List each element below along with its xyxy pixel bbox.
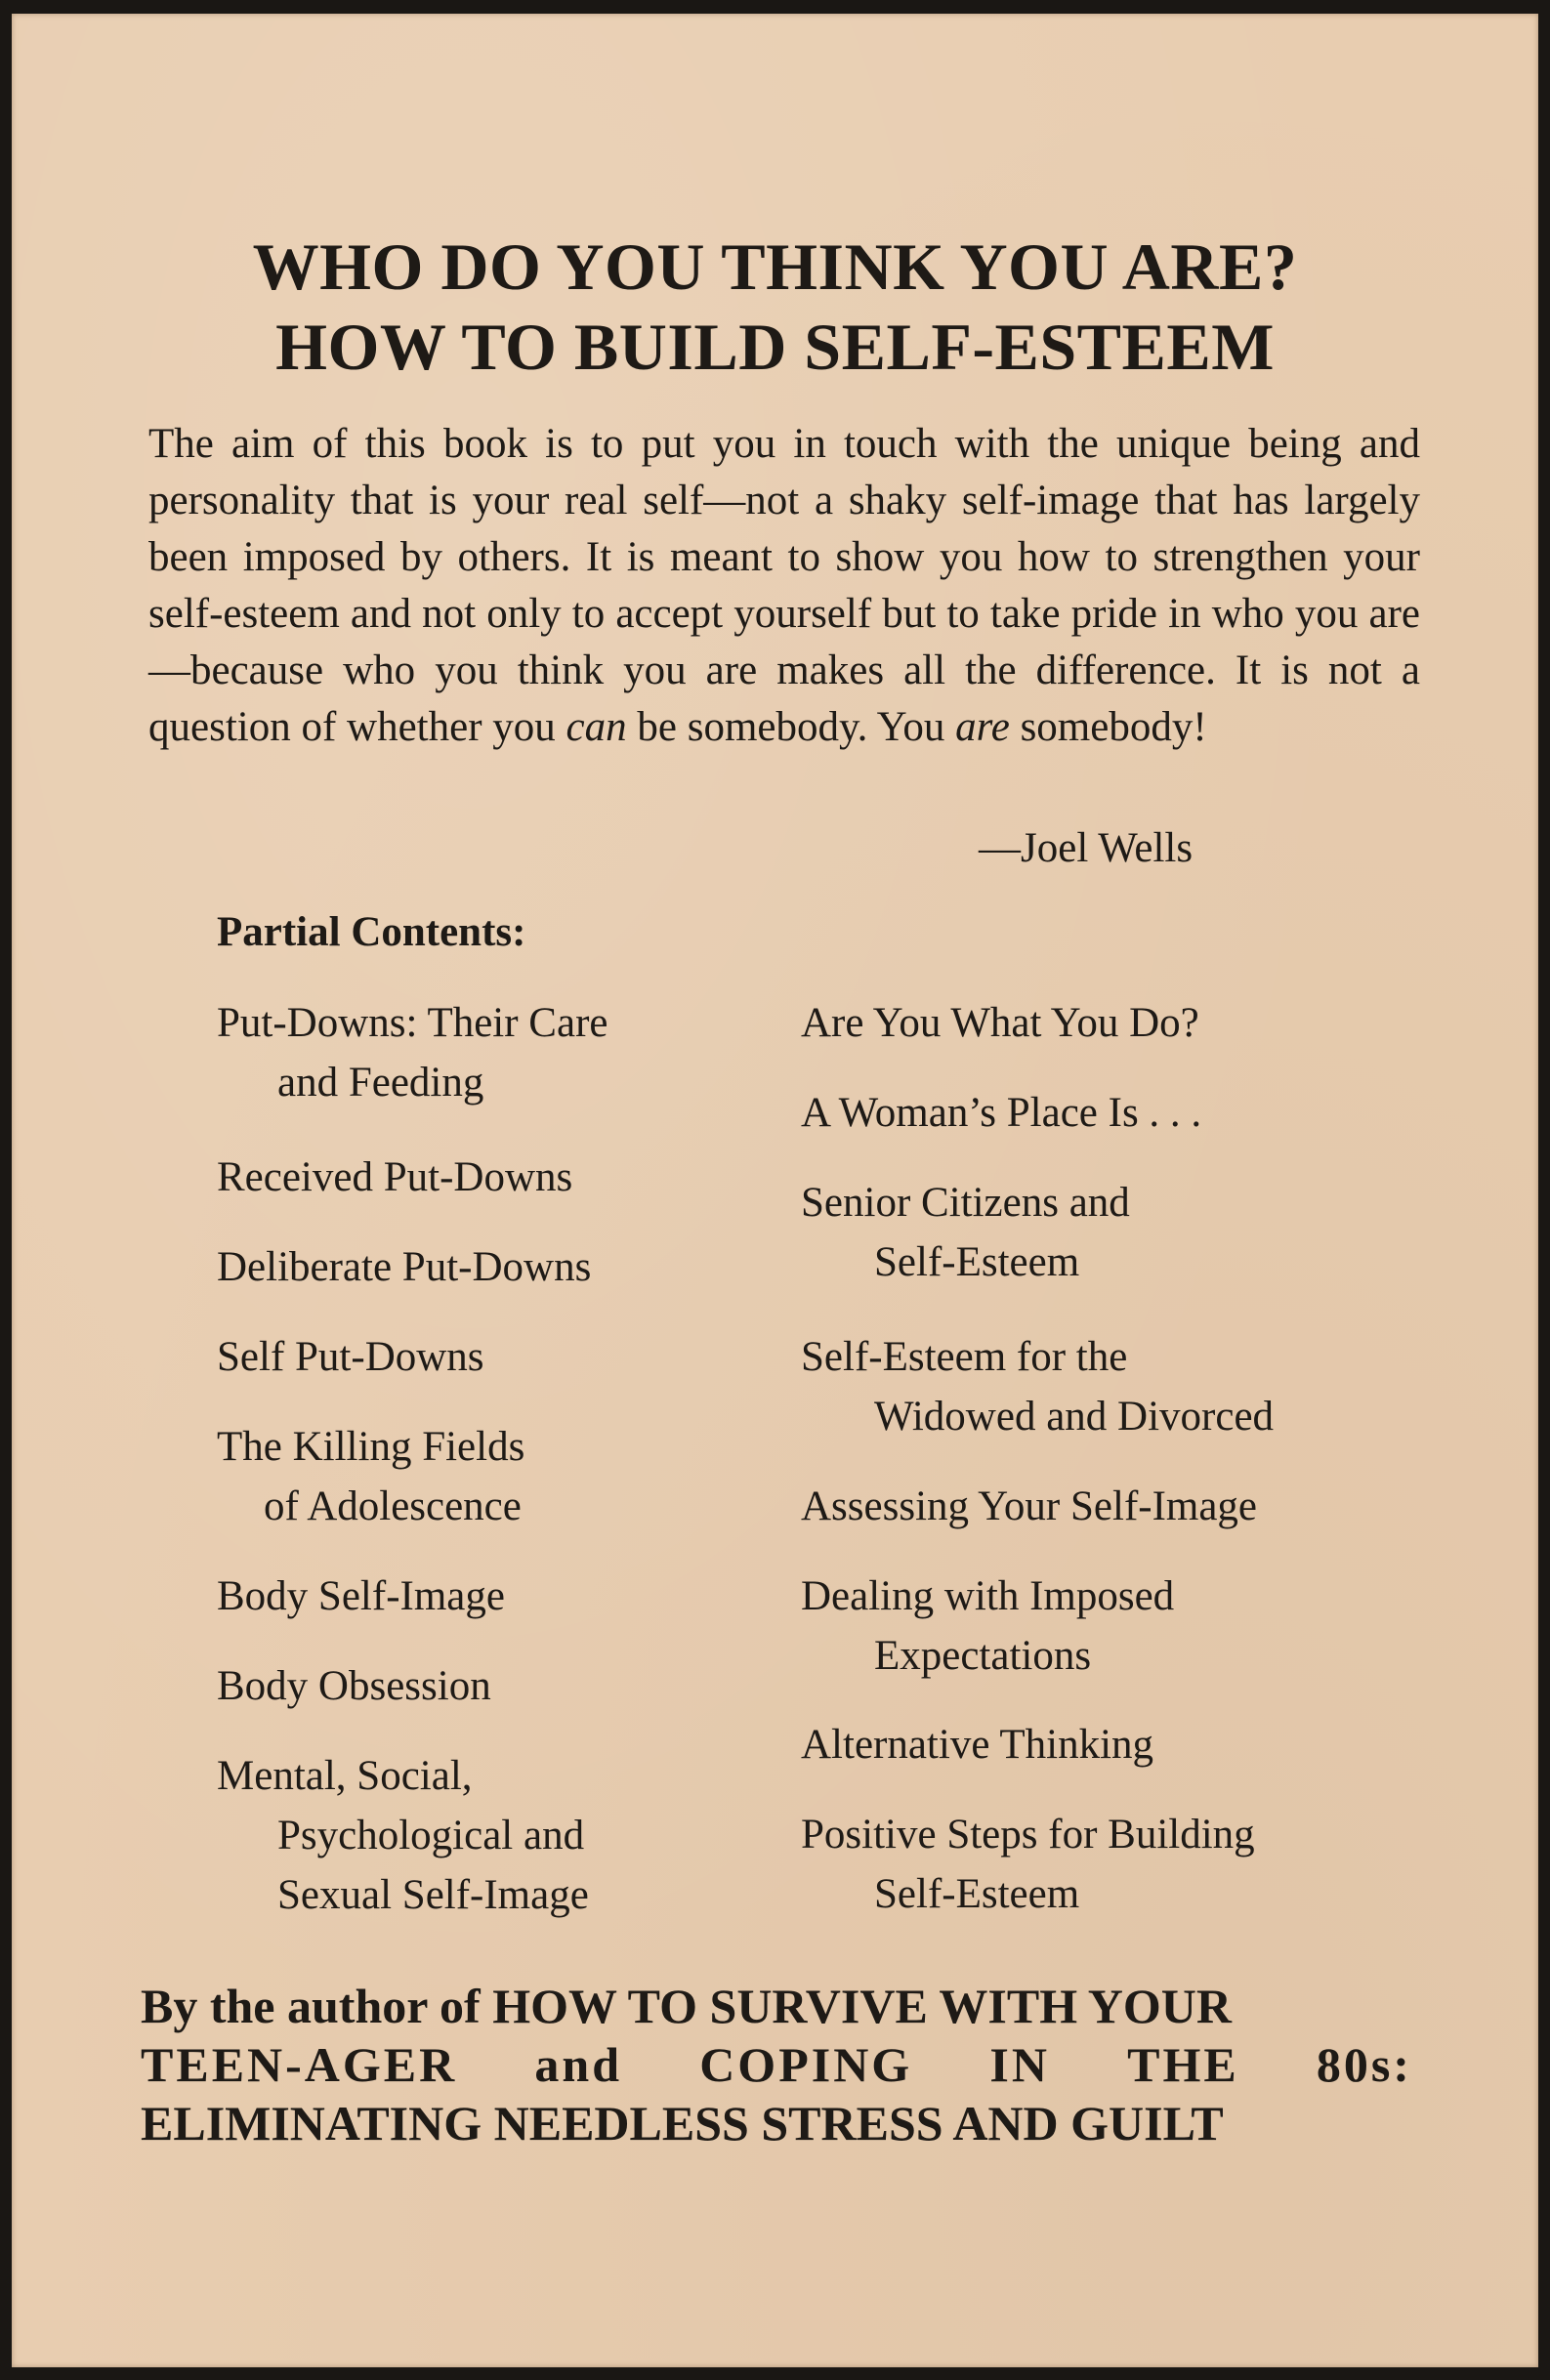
author-credits-line-3: ELIMINATING NEEDLESS STRESS AND GUILT	[141, 2096, 1224, 2150]
toc-item-line: Dealing with Imposed	[801, 1573, 1175, 1619]
toc-item	[217, 1148, 572, 1207]
toc-item-line: Widowed and Divorced	[874, 1394, 1275, 1440]
toc-item-line: Body Obsession	[217, 1663, 491, 1709]
toc-item	[801, 1327, 1274, 1446]
toc-item	[217, 1237, 591, 1297]
toc-item	[217, 1746, 589, 1925]
toc-item	[801, 1477, 1257, 1536]
toc-item-line: Assessing Your Self-Image	[801, 1483, 1258, 1529]
toc-item-line: Senior Citizens and	[801, 1180, 1130, 1226]
author-credits-line-1: By the author of HOW TO SURVIVE WITH YOUR	[141, 1979, 1232, 2033]
blurb-text-2: be somebody. You	[626, 704, 956, 750]
toc-item	[217, 1656, 491, 1716]
toc-item-line: Expectations	[874, 1633, 1092, 1679]
toc-item	[801, 993, 1199, 1053]
toc-item-line: Sexual Self-Image	[277, 1872, 589, 1918]
book-title: WHO DO YOU THINK YOU ARE?	[252, 230, 1298, 304]
toc-item-line: Positive Steps for Building	[801, 1812, 1255, 1858]
toc-item-line: Self-Esteem for the	[801, 1334, 1128, 1380]
book-back-cover	[12, 14, 1538, 2367]
toc-item-line: Put-Downs: Their Care	[217, 1000, 608, 1046]
toc-item-line: Are You What You Do?	[801, 1000, 1199, 1046]
toc-item-line: Psychological and	[277, 1813, 585, 1858]
toc-item-line: Alternative Thinking	[801, 1722, 1154, 1768]
credits-word: THE	[1127, 2037, 1239, 2092]
blurb-text-1: The aim of this book is to put you in touch with the unique being and personality that is your real self—not a shaky self-image that has largely been imposed by others. It is meant to show you how to strengthen your self-esteem and not only to accept yourself but to take pride in who you are—because who you think you are makes all the difference. It is not a question of whether you	[148, 421, 1420, 750]
toc-item	[217, 1566, 505, 1626]
toc-item	[801, 1173, 1130, 1292]
credits-word: COPING	[699, 2037, 913, 2092]
blurb-text-3: somebody!	[1009, 704, 1207, 750]
toc-item	[801, 1805, 1255, 1924]
toc-item-line: Body Self-Image	[217, 1573, 505, 1619]
credits-word: and	[534, 2037, 623, 2092]
toc-item	[217, 1417, 524, 1536]
blurb-attribution: —Joel Wells	[979, 825, 1194, 871]
toc-item-line: and Feeding	[277, 1060, 484, 1106]
contents-heading: Partial Contents:	[217, 909, 526, 955]
toc-item	[217, 1327, 484, 1387]
description-blurb	[148, 416, 1420, 756]
toc-item-line: The Killing Fields	[217, 1424, 525, 1470]
book-subtitle: HOW TO BUILD SELF-ESTEEM	[275, 310, 1275, 384]
toc-item	[801, 1715, 1153, 1775]
credits-word: IN	[989, 2037, 1050, 2092]
toc-item	[801, 1566, 1174, 1686]
credits-word: TEEN-AGER	[141, 2037, 458, 2092]
toc-item-line: Self Put-Downs	[217, 1334, 484, 1380]
toc-item-line: Received Put-Downs	[217, 1154, 573, 1200]
toc-item-line: Deliberate Put-Downs	[217, 1244, 592, 1290]
toc-item-line: of Adolescence	[264, 1483, 522, 1529]
toc-item	[217, 993, 607, 1112]
toc-item-line: Self-Esteem	[874, 1871, 1080, 1917]
credits-word: 80s:	[1316, 2037, 1412, 2092]
toc-item-line: A Woman’s Place Is . . .	[801, 1090, 1202, 1136]
toc-item	[801, 1083, 1201, 1143]
blurb-emphasis-can: can	[566, 704, 627, 750]
toc-item-line: Self-Esteem	[874, 1239, 1080, 1285]
toc-item-line: Mental, Social,	[217, 1753, 473, 1799]
blurb-emphasis-are: are	[955, 704, 1010, 750]
author-credits-line-2	[141, 2035, 1412, 2094]
